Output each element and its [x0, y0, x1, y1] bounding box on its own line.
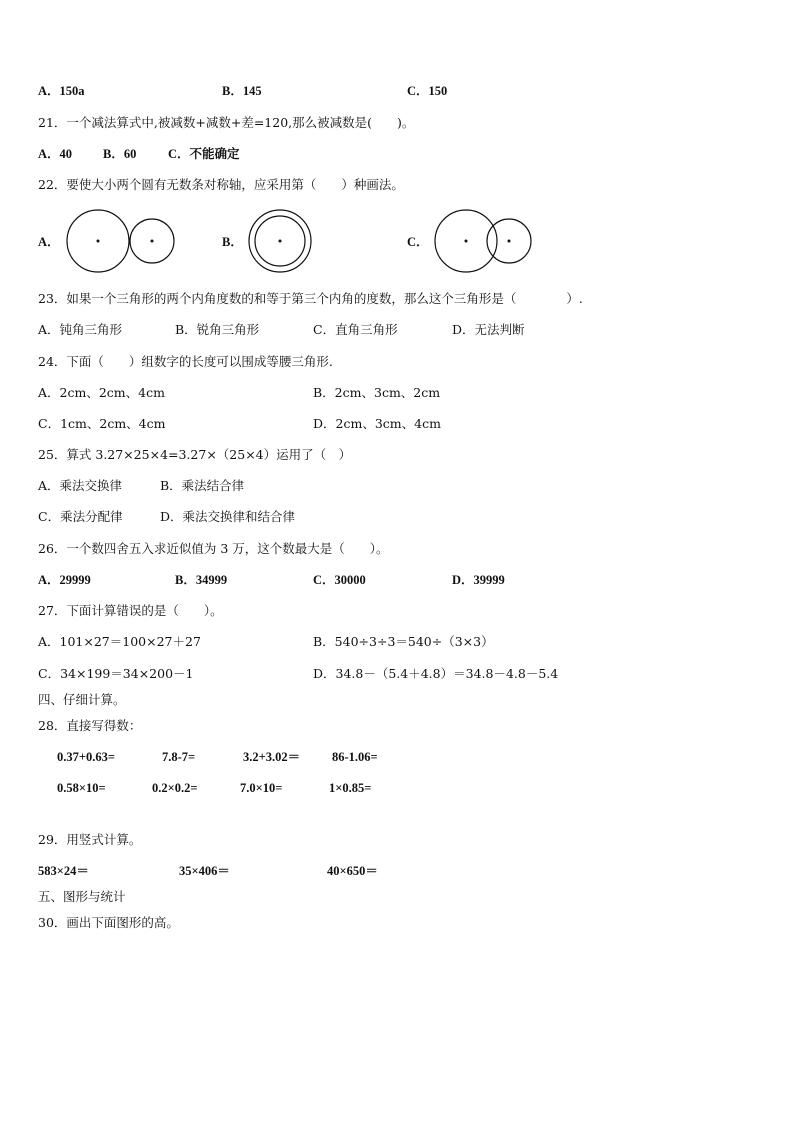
q23-option-b: B．锐角三角形 — [175, 322, 260, 337]
section-4-heading: 四、仔细计算。 — [38, 692, 126, 707]
q30-stem: 30．画出下面图形的高。 — [38, 915, 179, 930]
q28-item-2: 7.8-7= — [162, 750, 196, 764]
q27-option-c: C．34×199＝34×200－1 — [38, 666, 194, 681]
q22-figure-a — [60, 205, 180, 277]
q22-option-c: C． — [407, 235, 429, 249]
q23-option-a: A．钝角三角形 — [38, 322, 123, 337]
q24-option-c: C．1cm、2cm、4cm — [38, 416, 166, 431]
q24-option-d: D．2cm、3cm、4cm — [313, 416, 441, 431]
q28-item-1: 0.37+0.63= — [57, 750, 115, 764]
q27-stem: 27．下面计算错误的是（ ）。 — [38, 603, 223, 618]
q21-stem: 21．一个减法算式中,被减数+减数+差=120,那么被减数是( )。 — [38, 115, 415, 130]
section-5-heading: 五、图形与统计 — [38, 889, 126, 904]
q22-stem: 22．要使大小两个圆有无数条对称轴，应采用第（ ）种画法。 — [38, 177, 404, 192]
q21-option-b: B．60 — [103, 147, 137, 161]
q29-item-1: 583×24＝ — [38, 864, 89, 878]
large-circle-center — [97, 240, 100, 243]
q27-option-a: A．101×27＝100×27＋27 — [38, 634, 201, 649]
q20-option-c: C．150 — [407, 84, 448, 98]
q24-option-b: B．2cm、3cm、2cm — [313, 385, 441, 400]
shared-center — [279, 240, 282, 243]
q28-item-5: 0.58×10= — [57, 781, 106, 795]
q24-stem: 24．下面（ ）组数字的长度可以围成等腰三角形. — [38, 354, 333, 369]
q25-option-d: D．乘法交换律和结合律 — [160, 509, 296, 524]
q23-stem: 23．如果一个三角形的两个内角度数的和等于第三个内角的度数，那么这个三角形是（ ）. — [38, 291, 583, 306]
q28-item-7: 7.0×10= — [240, 781, 283, 795]
q23-option-c: C．直角三角形 — [313, 322, 398, 337]
q26-option-d: D．39999 — [452, 573, 505, 587]
q24-option-a: A．2cm、2cm、4cm — [38, 385, 165, 400]
q25-option-c: C．乘法分配律 — [38, 509, 123, 524]
q21-option-a: A．40 — [38, 147, 73, 161]
q28-stem: 28．直接写得数： — [38, 718, 142, 733]
q23-option-d: D．无法判断 — [452, 322, 525, 337]
q22-option-b: B． — [222, 235, 243, 249]
small-circle-center — [151, 240, 154, 243]
q25-option-b: B．乘法结合律 — [160, 478, 245, 493]
q29-item-3: 40×650＝ — [327, 864, 378, 878]
q25-option-a: A．乘法交换律 — [38, 478, 123, 493]
q26-option-b: B．34999 — [175, 573, 228, 587]
q27-option-b: B．540÷3÷3＝540÷（3×3） — [313, 634, 494, 649]
q22-figure-b — [245, 205, 317, 277]
q20-option-b: B．145 — [222, 84, 262, 98]
q20-option-a: A．150a — [38, 84, 85, 98]
q28-item-6: 0.2×0.2= — [152, 781, 198, 795]
q26-stem: 26．一个数四舍五入求近似值为 3 万，这个数最大是（ ）。 — [38, 541, 389, 556]
q28-item-8: 1×0.85= — [329, 781, 372, 795]
q26-option-c: C．30000 — [313, 573, 366, 587]
q28-item-4: 86-1.06= — [332, 750, 378, 764]
q25-stem: 25．算式 3.27×25×4=3.27×（25×4）运用了（ ） — [38, 447, 352, 462]
small-circle-center — [508, 240, 511, 243]
q28-item-3: 3.2+3.02＝ — [243, 750, 301, 764]
q21-option-c: C．不能确定 — [168, 147, 240, 161]
q26-option-a: A．29999 — [38, 573, 91, 587]
large-circle-center — [465, 240, 468, 243]
q27-option-d: D．34.8－（5.4＋4.8）＝34.8－4.8－5.4 — [313, 666, 559, 681]
q29-stem: 29．用竖式计算。 — [38, 832, 142, 847]
q22-figure-c — [430, 205, 540, 277]
q29-item-2: 35×406＝ — [179, 864, 230, 878]
q22-option-a: A． — [38, 235, 60, 249]
